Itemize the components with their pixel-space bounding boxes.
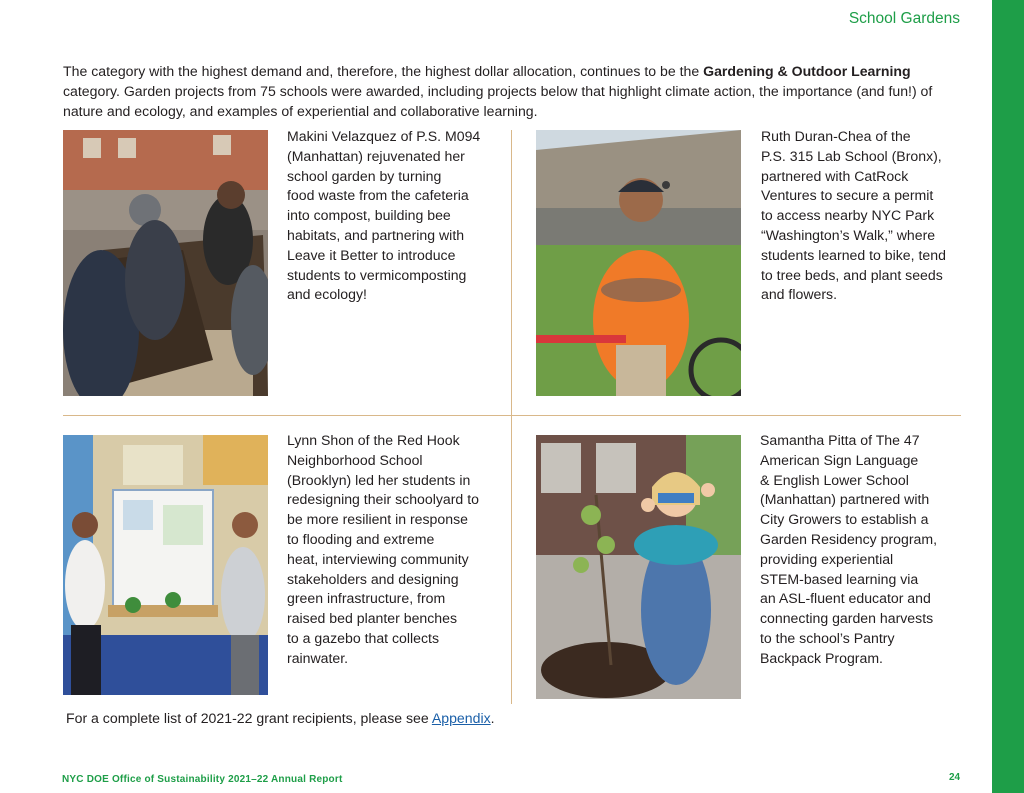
intro-text-end: category. Garden projects from 75 schools were awarded, including projects below that highlight climate action, the importance (and fun!) of nature and ecology, and examples of experiential and collaborative learning. (63, 83, 933, 119)
photo-child-tree-planting (536, 435, 741, 699)
footnote-text: For a complete list of 2021-22 grant recipients, please see (66, 710, 432, 726)
footer-report-title: NYC DOE Office of Sustainability 2021–22 Annual Report (62, 774, 343, 785)
section-title: School Gardens (848, 10, 960, 27)
intro-bold-category: Gardening & Outdoor Learning (703, 63, 911, 79)
appendix-link[interactable]: Appendix (431, 710, 491, 726)
caption-lynn-shon: Lynn Shon of the Red Hook Neighborhood School (Brooklyn) led her students in redesigning their schoolyard to be more resilient in response to flooding and extreme heat, interviewing community stakeholders and designing green infrastructure, from raised bed planter benches to a gazebo that collects rainwater. (287, 432, 479, 666)
intro-text-start: The category with the highest demand and, therefore, the highest dollar allocation, continues to be the (63, 63, 704, 79)
intro-paragraph (63, 61, 953, 121)
photo-classroom-presentation (63, 435, 268, 695)
footnote (66, 710, 495, 726)
caption-samantha-pitta: Samantha Pitta of The 47 American Sign Language & English Lower School (Manhattan) partnered with City Growers to establish a Garden Residency program, providing experiential STEM-based learning via an ASL-fluent educator and connecting garden harvests to the school’s Pantry Backpack Program. (760, 432, 938, 666)
photo-student-bike (536, 130, 741, 396)
footnote-period: . (490, 710, 495, 726)
caption-ruth-duran-chea: Ruth Duran-Chea of the P.S. 315 Lab School (Bronx), partnered with CatRock Ventures to secure a permit to access nearby NYC Park “Washington’s Walk,” where students learned to bike, tend to tree beds, and plant seeds and flowers. (761, 128, 946, 303)
page-edge-bar (992, 0, 1024, 793)
caption-makini-velazquez: Makini Velazquez of P.S. M094 (Manhattan) rejuvenated her school garden by turning food waste from the cafeteria into compost, building bee habitats, and partnering with Leave it Better to introduce students to vermicomposting and ecology! (287, 128, 481, 303)
photo-compost-garden (63, 130, 268, 396)
vertical-divider (511, 130, 512, 704)
page-number: 24 (949, 772, 961, 783)
horizontal-divider (63, 415, 961, 416)
